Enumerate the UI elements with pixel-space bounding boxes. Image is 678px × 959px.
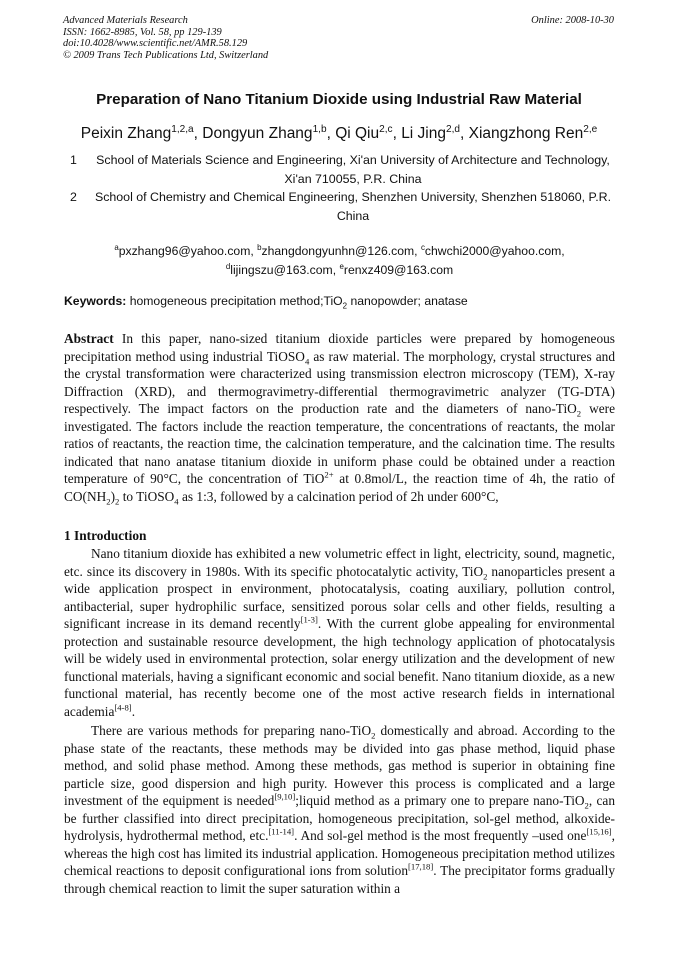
abstract-paragraph: Abstract In this paper, nano-sized titanium dioxide particles were prepared by homogeneous precipitation method using industrial TiOSO$_4$ as raw material. The morphology, crystal structures and the crystal transformation were characterized using transmission electron microscopy (TEM), X-ray Diffraction (XRD), and thermogravimetry-differential thermogravimetric analyzer (TG-DTA) respectively. The impact factors on the production rate and the diameters of nano-TiO$_2$ were investigated. The factors include the reaction temperature, the concentrations of reactants, the molar ratios of reactants, the reaction time, the calcination temperature, and the calcination time. The results indicated that nano anatase titanium dioxide in uniform phase could be obtained under a reaction temperature of 90°C, the concentration of TiO$^{2+}$ at 0.8mol/L, the reaction time of 4h, the ratio of $CO(NH_2)_2$ to TiOSO$_4$ as 1:3, followed by a calcination period of 2h under 600°C, [64, 331, 616, 507]
affiliation-1 [64, 151, 615, 188]
affiliation-text: School of Materials Science and Engineering, Xi'an University of Architecture and Technology, Xi'an 710055, P.R. China [96, 153, 610, 186]
author: Li Jing$^{2,d}$ [401, 123, 460, 142]
author: Peixin Zhang$^{1,2,a}$ [80, 123, 194, 142]
keywords: Keywords: homogeneous precipitation method;TiO$_2$ nanopowder; anatase [64, 294, 468, 311]
email-c: chwchi2000@yahoo.com, [424, 244, 565, 258]
author: Dongyun Zhang$^{1,b}$ [202, 123, 327, 142]
email-d: lijingszu@163.com, [230, 263, 337, 277]
author: Qi Qiu$^{2,c}$ [335, 123, 393, 142]
email-e: renxz409@163.com [343, 263, 454, 277]
abstract-label: Abstract [64, 331, 114, 346]
affiliation-number: 2 [70, 190, 77, 204]
section-heading-introduction: 1 Introduction [64, 528, 147, 543]
affiliation-number: 1 [70, 153, 77, 167]
intro-paragraph-2: There are various methods for preparing nano-TiO$_2$ domestically and abroad. According to the phase state of the reactants, these methods may be divided into gas phase method, liquid phase method, and solid phase method. Among these methods, gas method is superior in obtaining fine particle size, good dispersion and high purity. However this process is complicated and a large investment of the equipment is needed[9,10];liquid method as a primary one to prepare nano-TiO$_2$, can be further classified into direct precipitation, homogeneous precipitation, sol-gel method, alkoxide-hydrolysis, hydrothermal method, etc.[11-14]. And sol-gel method is the most frequently –used one[15,16], whereas the high cost has limited its industrial application. Homogeneous precipitation method utilizes chemical reactions to deposit configurational ions from solution[17,18]. The precipitator forms gradually through chemical reaction to limit the super saturation within a [64, 723, 615, 896]
online-date: Online: 2008-10-30 [531, 15, 614, 26]
intro-paragraph-1: Nano titanium dioxide has exhibited a new volumetric effect in light, electricity, sound, magnetic, etc. since its discovery in 1980s. With its specific photocatalytic activity, TiO$_2$ nanoparticles present a wide application prospect in environment, photocatalysis, coating auxiliary, pollution control, antibacterial, super hydrophilic surface, sensitized porous solar cells and other fields, resulting a significant increase in its demand recently[1-3]. With the current globe appealing for environmental protection and sustainable resource development, the high technology application of photocatalysis will be widely used in environmental protection, solar energy utilization and the development of new functional materials, having a significant economic and social benefit. Nano titanium dioxide, as a new functional material, has recently become one of the most active research fields in international academia[4-8]. [64, 546, 615, 719]
doi-line: doi:10.4028/www.scientific.net/AMR.58.129 [63, 38, 248, 50]
author: Xiangzhong Ren$^{2,e}$ [468, 123, 598, 142]
author-list: Peixin Zhang$^{1,2,a}$, Dongyun Zhang$^{1,b}$, Qi Qiu$^{2,c}$, Li Jing$^{2,d}$, Xiangzhong Ren$^{2,e}$ [80, 123, 598, 142]
paper-title: Preparation of Nano Titanium Dioxide using Industrial Raw Material [96, 91, 582, 108]
copyright-line: © 2009 Trans Tech Publications Ltd, Switzerland [63, 49, 269, 61]
keywords-label: Keywords: [64, 294, 127, 308]
affiliation-2 [64, 188, 615, 225]
journal-name: Advanced Materials Research [63, 15, 188, 26]
issn-line: ISSN: 1662-8985, Vol. 58, pp 129-139 [63, 26, 222, 38]
affiliation-text: School of Chemistry and Chemical Engineering, Shenzhen University, Shenzhen 518060, P.R. China [94, 190, 612, 223]
author-emails: $^a$pxzhang96@yahoo.com, $^b$zhangdongyunhn@126.com, $^c$chwchi2000@yahoo.com, $^d$lijingszu@163.com, $^e$renxz409@163.com [114, 242, 565, 277]
email-b: zhangdongyunhn@126.com, [261, 244, 418, 258]
email-a: pxzhang96@yahoo.com, [118, 244, 254, 258]
journal-metadata [63, 15, 268, 61]
